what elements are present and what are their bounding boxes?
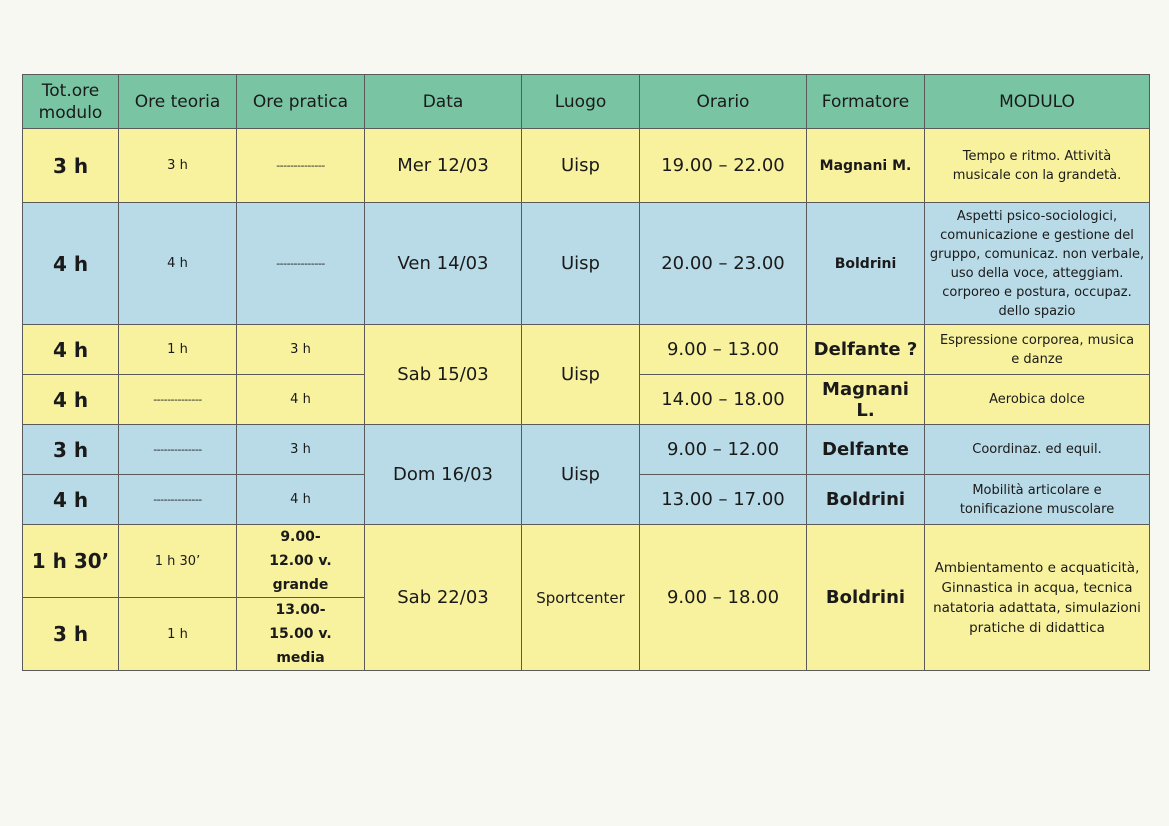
cell-pratica: --------------	[237, 203, 365, 325]
cell-data: Sab 22/03	[365, 525, 522, 671]
cell-formatore: Delfante ?	[807, 325, 925, 375]
cell-teoria: --------------	[119, 475, 237, 525]
header-formatore: Formatore	[807, 75, 925, 129]
cell-modulo: Mobilità articolare e tonificazione muscolare	[925, 475, 1150, 525]
cell-formatore: Boldrini	[807, 525, 925, 671]
cell-data: Dom 16/03	[365, 425, 522, 525]
cell-orario: 20.00 – 23.00	[640, 203, 807, 325]
cell-orario: 9.00 – 12.00	[640, 425, 807, 475]
cell-tot: 4 h	[23, 475, 119, 525]
schedule-table	[22, 74, 1150, 671]
cell-pratica: 3 h	[237, 425, 365, 475]
cell-pratica: 4 h	[237, 375, 365, 425]
cell-teoria: --------------	[119, 375, 237, 425]
table-row	[23, 525, 1150, 598]
cell-modulo: Aerobica dolce	[925, 375, 1150, 425]
cell-luogo: Uisp	[522, 425, 640, 525]
cell-tot: 1 h 30’	[23, 525, 119, 598]
cell-modulo: Ambientamento e acquaticità, Ginnastica in acqua, tecnica natatoria adattata, simulazioni pratiche di didattica	[925, 525, 1150, 671]
cell-formatore: Delfante	[807, 425, 925, 475]
cell-pratica: 13.00-15.00 v. media	[237, 598, 365, 671]
header-orario: Orario	[640, 75, 807, 129]
header-ore-teoria: Ore teoria	[119, 75, 237, 129]
cell-modulo: Aspetti psico-sociologici, comunicazione e gestione del gruppo, comunicaz. non verbale, uso della voce, atteggiam. corporeo e postura, occupaz. dello spazio	[925, 203, 1150, 325]
cell-luogo: Uisp	[522, 129, 640, 203]
header-ore-pratica: Ore pratica	[237, 75, 365, 129]
header-data: Data	[365, 75, 522, 129]
cell-tot: 4 h	[23, 203, 119, 325]
table-row	[23, 425, 1150, 475]
cell-pratica: 9.00-12.00 v. grande	[237, 525, 365, 598]
cell-orario: 13.00 – 17.00	[640, 475, 807, 525]
cell-formatore: Magnani M.	[807, 129, 925, 203]
cell-tot: 4 h	[23, 325, 119, 375]
cell-data: Mer 12/03	[365, 129, 522, 203]
cell-pratica: 4 h	[237, 475, 365, 525]
cell-orario: 19.00 – 22.00	[640, 129, 807, 203]
cell-data: Sab 15/03	[365, 325, 522, 425]
cell-tot: 4 h	[23, 375, 119, 425]
cell-teoria: 1 h	[119, 325, 237, 375]
cell-teoria: 1 h 30’	[119, 525, 237, 598]
cell-teoria: --------------	[119, 425, 237, 475]
header-tot-ore: Tot.ore modulo	[23, 75, 119, 129]
table-row	[23, 203, 1150, 325]
cell-teoria: 3 h	[119, 129, 237, 203]
cell-orario: 9.00 – 18.00	[640, 525, 807, 671]
cell-tot: 3 h	[23, 129, 119, 203]
header-modulo: MODULO	[925, 75, 1150, 129]
table-row	[23, 325, 1150, 375]
cell-teoria: 4 h	[119, 203, 237, 325]
cell-luogo: Sportcenter	[522, 525, 640, 671]
cell-data: Ven 14/03	[365, 203, 522, 325]
cell-modulo: Coordinaz. ed equil.	[925, 425, 1150, 475]
cell-modulo: Espressione corporea, musica e danze	[925, 325, 1150, 375]
cell-orario: 9.00 – 13.00	[640, 325, 807, 375]
cell-pratica: --------------	[237, 129, 365, 203]
cell-tot: 3 h	[23, 425, 119, 475]
cell-pratica: 3 h	[237, 325, 365, 375]
cell-formatore: Boldrini	[807, 203, 925, 325]
cell-formatore: Boldrini	[807, 475, 925, 525]
cell-tot: 3 h	[23, 598, 119, 671]
cell-luogo: Uisp	[522, 325, 640, 425]
cell-orario: 14.00 – 18.00	[640, 375, 807, 425]
cell-formatore: Magnani L.	[807, 375, 925, 425]
header-row	[23, 75, 1150, 129]
cell-teoria: 1 h	[119, 598, 237, 671]
cell-modulo: Tempo e ritmo. Attività musicale con la grandetà.	[925, 129, 1150, 203]
table-row	[23, 129, 1150, 203]
header-luogo: Luogo	[522, 75, 640, 129]
cell-luogo: Uisp	[522, 203, 640, 325]
